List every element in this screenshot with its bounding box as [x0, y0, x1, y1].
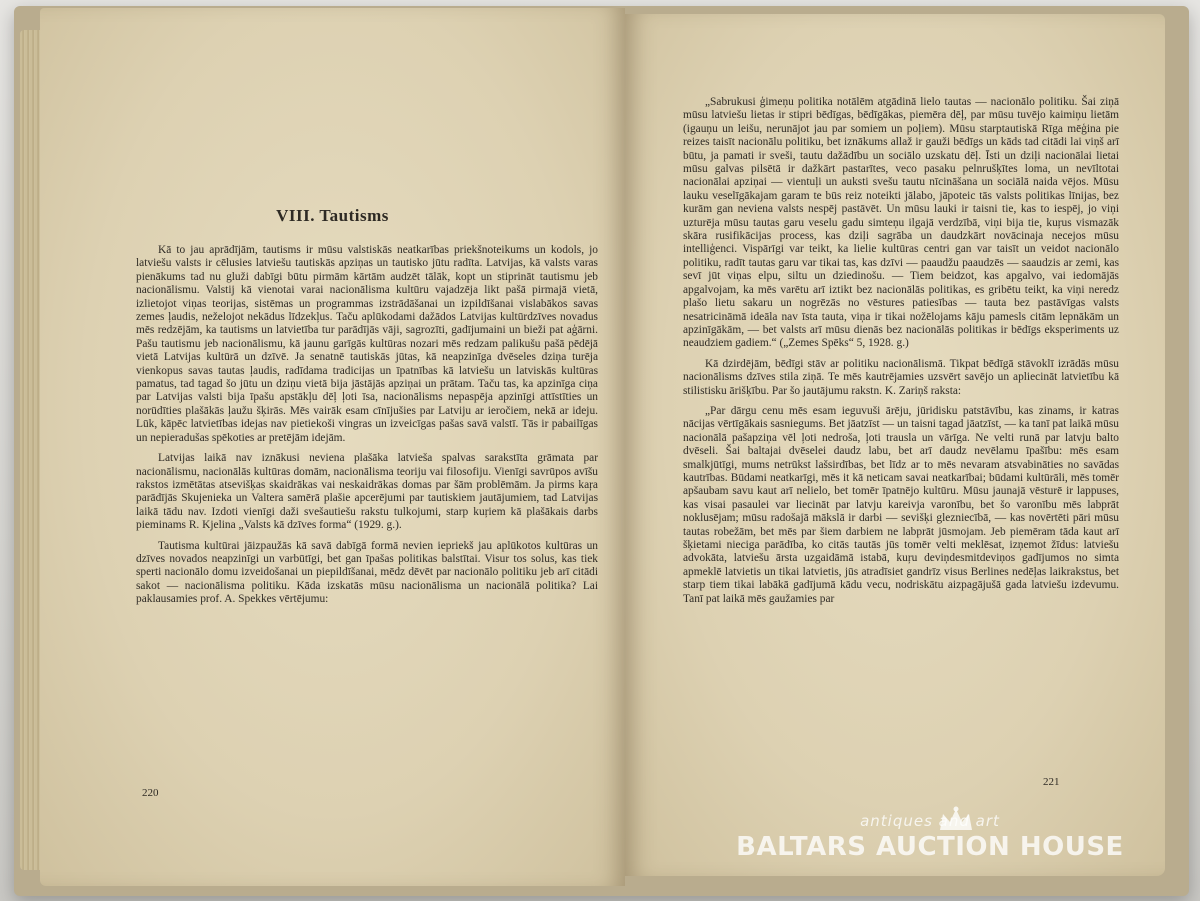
right-page	[625, 14, 1165, 876]
page-number: 220	[142, 787, 159, 799]
left-page	[40, 8, 625, 886]
left-page-text	[136, 244, 598, 607]
page-number: 221	[1043, 776, 1060, 788]
paragraph: Tautisma kultūrai jāizpaužās kā savā dabīgā formā nevien iepriekš jau aplūkotos kultūras un dzīves novados neapzinīgi un varbūtīgi, bet gan īpašas politikas balstītai. Visur tos solus, kas tiek sperti nacionālo domu izveidošanai un piepildīšanai, mēdz dēvēt par nacionālo politiku jeb arī citādi sakot — nacionālisma politiku. Kāda izskatās mūsu nacionālisma un nacionālā politika? Lai paklausamies prof. A. Spekkes vērtējumu:	[136, 539, 598, 606]
right-page-text	[683, 96, 1119, 606]
quote-paragraph: „Par dārgu cenu mēs esam ieguvuši ārēju, jūridisku patstāvību, kas zinams, ir katras nācijas vērtīgākais sasniegums. Bet jāatzīst — un taisni tagad jāatzīst, — ka tanī pat laikā mūsu nacionālā pašapziņa vēl ļoti nedroša, ļoti trausla un vārīga. Ne velti runā par latvju balto dvēseli. Šai baltajai dvēselei daudz labu, bet arī daudz nevēlamu īpašību: mēs esam smalkjūtīgi, mums netrūkst lašsirdības, bet līdz ar to mēs nevaram atsvabināties no savādas kautrības. Būdami neatkarīgi, mēs it kā neticam savai neatkarībai; būdami kultūrāli, mēs tomēr apšaubam savu kaut arī nelielo, bet tomēr īpatnējo kultūru. Mūsu jaunajā vēsturē ir lappuses, kas visai pasaulei var liecināt par latvju kareivja varonību, bet šo varonību mēs labprāt noklusējam; mūsu radošajā mākslā ir darbi — sevišķi glezniecībā, — kas novērtēti pāri mūsu tautas robežām, bet mēs par šiem darbiem ne labprāt jūsmojam. Jeb piemēram tāda kaut arī šķietami nieciga parādība, ko citās tautās jūs tomēr velti meklēsat, izņemot žīdus: latviešu advokāta, latviešu ārsta uzgaidāmā istabā, kuŗu deviņdesmitdeviņos gadījumos no simta apmeklē latvietis un tikai latvietis, jūs atradīsiet gandrīz visus Berlines nedēļas laikrakstus, bet starp tiem tikai labākā gadījumā kādu vecu, nodriskātu aizpagājušā gada latviešu izdevumu. Tanī pat laikā mēs gaužamies par	[683, 404, 1119, 605]
page-edges	[20, 30, 42, 870]
chapter-heading: VIII. Tautisms	[276, 206, 389, 225]
paragraph: Kā to jau aprādījām, tautisms ir mūsu valstiskās neatkarības priekšnoteikums un kodols, jo latviešu valsts ir cēlusies latviešu tautiskās apziņas un tautisko jūtu radīta. Latvijas, kā valsts varas pienākums tad nu gluži dabīgi būtu pirmām kārtām audzēt tālāk, kopt un stiprināt tautismu jeb nacionālismu. Valstij kā vienotai varai nacionālisma kultūru vajadzēja likt pašā pirmajā vietā, izlietojot viņas teorijas, sistēmas un programmas izstrādāšanai un izpildīšanai vislabākos savas zemes ļaudis, neželojot nekādus līdzekļus. Taču aplūkodami dažādos Latvijas kultūrdzīves novadus mēs redzējām, ka tautisms un latvietība tur parādījās vāji, sagrozīti, gadījumaini un bieži pat aģārni. Pašu tautismu jeb nacionālismu, kā jaunu garīgās kultūras nozari mēs redzam palikušu pašā pēdējā vietā Latvijas kultūrā un dzīvē. Ja senatnē tautiskās jūtas, kā neapzinīga dvēseles dziņa turēja vienkopus savas tautas ļaudis, radīdama tradicijas un īpatnības kā latviešu un latviskās kultūras pamatus, tad tagad šo jūtu un dziņu vietā bija jāstājās apziņai un prātam. Taču tas, ka apzinīga ciņa par Latvijas valsti bija īpašu apstākļu dēļ ļoti īsa, nacionālisms nepaspēja apzinīgi attīstīties un norūdīties plašākās ļaužu šķirās. Mēs vairāk esam cīnījušies par Latviju ar ieročiem, nekā ar ideju. Lūk, kāpēc latvietības idejas nav pietiekoši vingras un izveicīgas pašas savā valstī. Tās ir pabailīgas un nepieradušas spēkoties ar pretējām idejām.	[136, 244, 598, 444]
watermark	[710, 812, 1150, 872]
quote-paragraph: „Sabrukusi ģimeņu politika notālēm atgādinā lielo tautas — nacionālo politiku. Šai ziņā mūsu latviešu lietas ir stipri bēdīgas, bēdīgākas, piemēra dēļ, par mūsu tuvējo kaimiņu lietām (igauņu un leišu, nerunājot jau par somiem un poļiem). Mūsu starptautiskā Rīga mēģina pie reizes taisīt nacionālu politiku, bet iznākums allaž ir gauži bēdīgs un kāds tad citādi lai viņš arī būtu, ja pamati ir sveši, tautu dažādību un sociālo uzskatu dēļ. Īsti un dziļi nacionālai lietai mūsu galvas pilsētā ir dažkārt pastarītes, veco pasaku pelnrušķītes loma, un nevīltotai nacionālai apziņai — vientuļi un auksti svešu tautu nīcināšana un sociālā naida vējos. Mūsu lauku veselīgākajam garam te būs reiz noteikti jālabo, jāpoteic tās valsts politikas līnijas, bez kurām gan neviena valsts nespēj pastāvēt. Un mūsu lauki ir taisni tie, kas to iespēj, jo viņi uzturēja mūsu tautas garu veselu gadu simteņu ilgajā verdzībā, viņi bija tie, kuŗus vismazāk skāra rusifikācijas process, kas dziļi sagrāba un daudzkārt novācinaja necejos mūsu intelliģenci. Vispārīgi var teikt, ka lielie kultūras centri gan var taisīt un veidot nacionālo politiku, radīt tautas garu var tikai tas, kas dzīvi — paaudžu paaudzēs — saaudzis ar zemi, kas sevī jūt viņas elpu, siltu un dziedinošu. — Tiem beidzot, kas apgalvo, vai iedomājās apgalvojam, ka mēs varētu arī iztikt bez nacionālās politikas, es gribētu teikt, ka viņi neredz plašo lietu sakaru un nogrēzās no vēstures patiesības — tauta bez pastāvīgas valsts nesatricināmā ideāla nav īsta tauta, viņa ir tikai nožēlojams kāju pamesls citām lepnākām un apzinīgākām, — bet valsts arī mūsu dienās bez nacionālās politikas ir bēdīgs eksperiments uz neaudziem gadiem.“ („Zemes Spēks“ 5, 1928. g.)	[683, 96, 1119, 350]
watermark-tagline: antiques and art	[860, 812, 1000, 830]
paragraph: Kā dzirdējām, bēdīgi stāv ar politiku nacionālismā. Tikpat bēdīgā stāvoklī izrādās mūsu nacionālisms dzīves stila ziņā. Te mēs kautrējamies uzsvērt savējo un apliecināt latvietību kā stilistisku ārišķību. Par šo jautājumu rakstn. K. Zariņš raksta:	[683, 357, 1119, 397]
watermark-brand: BALTARS AUCTION HOUSE	[736, 832, 1124, 862]
paragraph: Latvijas laikā nav iznākusi neviena plašāka latvieša spalvas sarakstīta grāmata par nacionālismu, nacionālās kultūras domām, nacionālisma teoriju vai filosofiju. Vienīgi savrūpos avīšu rakstos izmētātas atsevišķas skaidrākas vai neskaidrākas domas par šām problēmām. Ja pirms kaŗa parādījās Skujenieka un Valtera samērā plašie apcerējumi par tautiskiem jautājumiem, tad Latvijas laikā tādu nav. Izdoti vienīgi daži svešautiešu rakstu tulkojumi, starp kuŗiem kā plašākais darbs pieminams R. Kjelina „Valsts kā dzīves forma“ (1929. g.).	[136, 452, 598, 532]
